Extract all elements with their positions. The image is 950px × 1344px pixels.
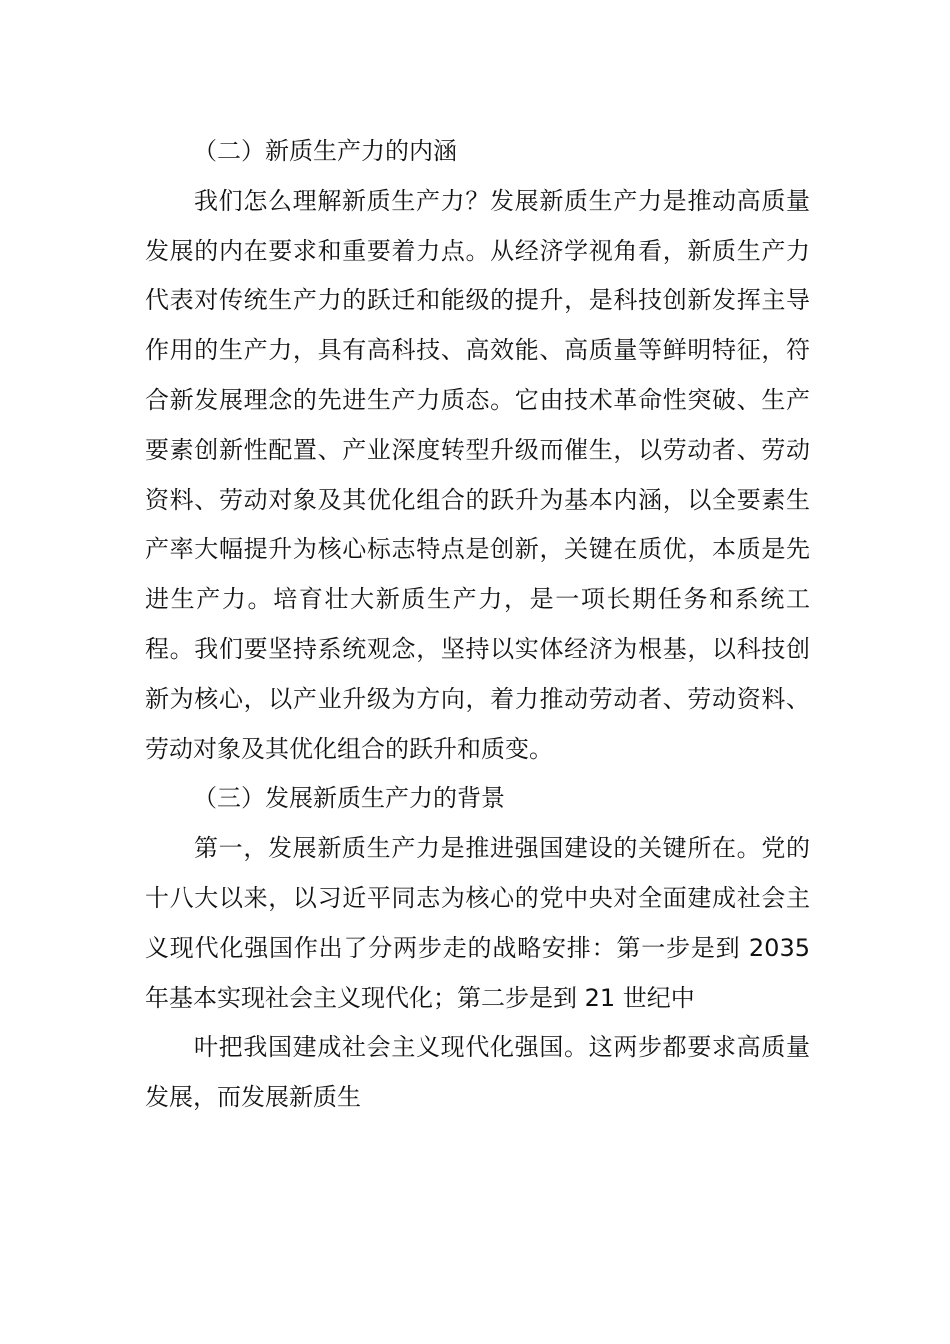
section-heading-2: （二）新质生产力的内涵 [193, 137, 457, 165]
paragraph-background-first: 第一，发展新质生产力是推进强国建设的关键所在。党的十八大以来，以习近平同志为核心的党中央对全面建成社会主义现代化强国作出了分两步走的战略安排：第一步是到 2035 年基本实现社会主义现代化；第二步是到 21 世纪中 [145, 834, 810, 1012]
paragraph-background-continued: 叶把我国建成社会主义现代化强国。这两步都要求高质量发展，而发展新质生 [145, 1033, 810, 1112]
paragraph-connotation: 我们怎么理解新质生产力？发展新质生产力是推动高质量发展的内在要求和重要着力点。从经济学视角看，新质生产力代表对传统生产力的跃迁和能级的提升，是科技创新发挥主导作用的生产力，具有高科技、高效能、高质量等鲜明特征，符合新发展理念的先进生产力质态。它由技术革命性突破、生产要素创新性配置、产业深度转型升级而催生，以劳动者、劳动资料、劳动对象及其优化组合的跃升为基本内涵，以全要素生产率大幅提升为核心标志特点是创新，关键在质优，本质是先进生产力。培育壮大新质生产力，是一项长期任务和系统工程。我们要坚持系统观念，坚持以实体经济为根基，以科技创新为核心，以产业升级为方向，着力推动劳动者、劳动资料、劳动对象及其优化组合的跃升和质变。 [145, 186, 810, 763]
section-heading-3: （三）发展新质生产力的背景 [193, 784, 505, 813]
document-body [145, 127, 810, 1123]
